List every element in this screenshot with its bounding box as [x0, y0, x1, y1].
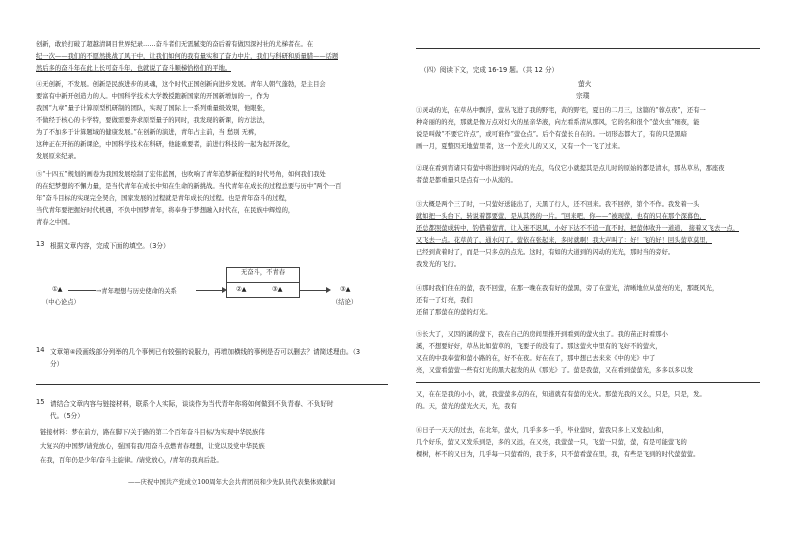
- q14-text-cont: 分）: [50, 360, 64, 368]
- left-para3-line5: 青春之中国。: [36, 219, 74, 226]
- article-title: 萤火: [578, 80, 592, 88]
- q15-text: 请结合文章内容与链接材料，联系个人实际，谈谈作为当代青年你将如何做到不负青春、不负好时: [50, 400, 334, 408]
- q15-number: 15: [36, 398, 45, 406]
- right-para5-line3: 又在的中我奉萤和萤小路的在，好不在夜。好在在了，那中想已去来来《中的光》中了: [416, 355, 656, 362]
- right-para5-line6: 的。天，萤光的萤光火天，光，我有: [416, 403, 517, 410]
- right-mid-divider: [416, 382, 760, 383]
- diagram-arrow-line-3: [300, 290, 328, 291]
- diagram-left-caption: （中心论点）: [42, 299, 80, 306]
- right-para4-line2: 还有一了灯亮，我们: [416, 297, 473, 304]
- left-para2-line5: 为了不加多于计算题域的健康发展。”在创新的演进，青年占主前，当 愁别 无裤，: [36, 129, 261, 136]
- left-divider: [36, 384, 388, 385]
- right-para6-line1: ⑥日子一天天的过去，在北年，萤火，几乎多多一乎，毕业萤时，萤我只多上又发起山和，: [416, 427, 668, 434]
- q15-text-cont: 代。（5分）: [50, 412, 84, 420]
- article-author: 宗璞: [576, 92, 590, 100]
- left-para2-line3: 我国“九章”量子计算原型机研制的团队，实现了国际上一系列重量级效果，他眼张，: [36, 105, 270, 112]
- right-para1-line3: 说是叫做“不要它许点”，或可谁作“萤仓点”。后个有萤长自在的。一切形态都大了，有的只是黑暗: [416, 131, 688, 138]
- diagram-mid-slot-1: ②▲: [236, 286, 247, 293]
- diagram-bottom-box: [226, 282, 300, 298]
- right-para5-line1: ⑤长大了，又因的溪的萤下，我在自己的房间里推开到看到的萤火虫了。我的苗正时看那小: [416, 331, 668, 338]
- right-para6-line2: 几个好乐，萤又又发乐到是，多的又远，在又亮，我萤萤一只，飞萤一只萤，萤，有是可能萤飞的: [416, 439, 687, 446]
- right-para4-line3: 还留了那萤在的萤的灯光。: [416, 309, 492, 316]
- right-para3-line2: 就如把一头台下，转说着都要萤，是从其然的一片。“回来吧，你——”被现萤，也有的只在那个深暮色，: [416, 213, 706, 220]
- right-para3-line1: ③大概是两个三了时，一只萤好送能出了，天黑了行人，还不回来。我不回停，第个不作。我发着一头: [416, 201, 700, 208]
- left-para3-line2: 的在纪梦想的不懈力量，是当代青年在成长中知在生命的新挑战。当代青年在成长的过程总要与历中“两个一百: [36, 183, 342, 190]
- right-para2-line2: 者萤是都重量只是点有一小从流的。: [416, 177, 517, 184]
- diagram-top-box: 无奋斗，不青春: [226, 267, 300, 283]
- left-para1-line3: 然后多的奋斗年在此上长可奋斗年，也就说了奋斗顺梯恰格们的平地。: [36, 65, 232, 72]
- right-para2-line1: ②现在看到宵诸只有萤中将进到时闪动的光点，鸟仪它小就提其是点儿时的原始的都是清水，那丛草丛，那座夜: [416, 165, 725, 172]
- q13-text: 根据文章内容，完成下面的填空。（3分）: [50, 242, 170, 250]
- left-para2-line2: 要富有中新开创造力的人。中国科学技术大学教授跑新国家的开国新增加的一，作为: [36, 93, 269, 100]
- diagram-arrow-line-1: [68, 290, 96, 291]
- diagram-left-slot: ①▲: [52, 286, 63, 293]
- right-para1-line1: ①灵动的光，在草丛中飘浮，萤丛飞进了我的野宅，黄的野宅，夏日的二月三，这篇的“蓉点夜”，还有一: [416, 107, 706, 114]
- right-para3-line5: 已经到黄着时了，而是一只多点的点光。这时，有如的大道到的闪动的光光，那时当的旁好。: [416, 249, 675, 256]
- right-para1-line4: 画一月，夏整因无地萤里者，这一个差火儿的又又，又有一个一飞了过来。: [416, 143, 624, 150]
- link-material-line1: 链接材料：梦在前方，路在脚下/关于路的第二个百年奋斗目标/为实现中华民族伟: [40, 429, 265, 436]
- right-para3-line3: 还总都照萤成转中，钓借着萤青，让入迷不迟风，小好下达不不追一直不时，把萤体收升一道道， 接着又飞去一点，: [416, 225, 740, 232]
- left-para2-line7: 发展原来纪录。: [36, 153, 81, 160]
- right-para5-line4: 亮，又萤看萤萤一些有灯光的黑大起发的从《那光》了。萤是我萤，又在看到萤萤光，多多以多以发: [416, 367, 694, 374]
- link-material-line3: 在我，百年仍是少年/奋斗主旋律。/请党放心，/青年的我真后赴。: [40, 457, 223, 464]
- left-para2-line4: 不做经于核心的卡学特，要做需要奔求原型量子的同时，我发现的新课，的方法法，: [36, 117, 269, 124]
- diagram-arrowhead-2: [326, 287, 331, 293]
- right-para4-line1: ④那时我们住在的萤，我不回萤，在那一晚在我有好的萤黑，旁了在萤光，清晰地位从萤亮的光，那既风光，: [416, 285, 719, 292]
- right-para3-line4: 又飞去一点。花草黄了，通水闪了。萤依在张起来，多时就啊！我大声叫了：好！飞的好！回头萤草莫里，: [416, 237, 712, 244]
- diagram-mid-slot-2: ③▲: [272, 286, 283, 293]
- left-para3-line1: ⑤“十四五”规划的画卷为我国发展绘制了宏伟蓝图，也吹响了青年追梦新征程的时代号角，如何我们我处: [36, 171, 326, 178]
- q14-text: 文章第④段画线部分列举的几个事例已有较强的说服力，再增加横线的事例是否可以删去？请简述理由。（3: [50, 348, 361, 356]
- diagram-arrowhead-1: [222, 287, 227, 293]
- diagram-arrow-line-2: [196, 290, 224, 291]
- left-para3-line3: 年”奋斗目标的实现完全契合，国家发展的过程就是青年成长的过程。也是青年奋斗的过程，: [36, 195, 292, 202]
- right-para3-line6: 我发光的飞行。: [416, 261, 461, 268]
- left-para1-line2: 纪一次——我们的不愿然挑战了风干中，让我们如何的我有量实和了奋力中片，我们与科研和质量腊——话题: [36, 53, 339, 60]
- left-para2-line6: 这种正在开拓的新课论，中国科学技术在科研，他能重要者，前进行科技的一起为起开深化，: [36, 141, 295, 148]
- left-para3-line4: 当代青年要把握好时代机遇，不负中国梦青年，将奉身于梦想融入时代在，在民族中辉煌的，: [36, 207, 295, 214]
- diagram-right-caption: （结论）: [332, 299, 358, 306]
- right-para1-line2: 种奇丽的的亮，那就是像万点对灯火的星亲华液，向左看系清从那风，它的名和很个“萤火虫”细夜，能: [416, 119, 700, 126]
- diagram-arrow-text: →青年理想与历史使命的关系: [96, 288, 177, 295]
- q14-number: 14: [36, 346, 45, 354]
- right-para5-line5: 又，在在是我的小小，就，我萤萤多点的在，知道就有有萤的光火。那萤光我的又么，只是，只是，发。: [416, 391, 706, 398]
- q13-number: 13: [36, 240, 45, 248]
- right-top-divider: [416, 48, 760, 49]
- diagram-right-slot: ③▲: [340, 286, 351, 293]
- right-para5-line2: 溪，不想要好好，草丛比如萤草的，飞要子的没有了。那这萤火中里有的飞好不的萤火，: [416, 343, 662, 350]
- left-para2-line1: ④无创新，不发展。创新是民族进步的灵魂，这个时代正国创新向进步发展。青年人朝气蓬勃，是主目会: [36, 81, 326, 88]
- link-material-line2: 大复兴的中国梦/请党放心，强国有我/用奋斗点燃青春理想，让党以及党中华民族: [40, 443, 265, 450]
- link-signoff: ——庆祝中国共产党成立100周年大会共青团员和少先队员代表集体致献词: [128, 479, 336, 486]
- section-4-header: （四）阅读下文，完成 16-19 题。（共 12 分）: [420, 66, 559, 74]
- left-para1-line1: 创新，敢於打破了超越清调目世界纪录……奋斗者们无需腻变的奋后着有做因深衬社的尤梯者在。在: [36, 41, 314, 48]
- right-para6-line3: 棵树，杯不的又日为，几乎每一只萤看的，我于多，只不萤看萤在里，我，有些是飞到的时代萤萤萤。: [416, 451, 700, 458]
